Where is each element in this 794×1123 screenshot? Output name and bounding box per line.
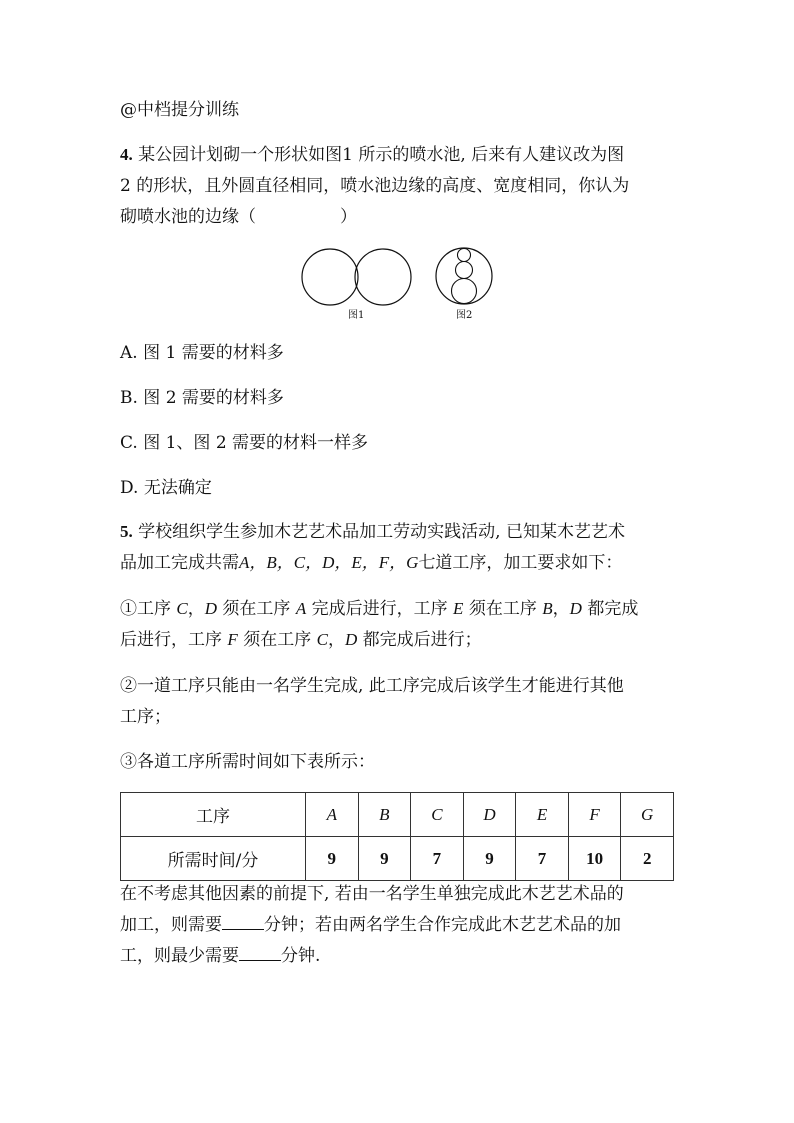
table-cell-time: 9 <box>358 837 411 881</box>
table-cell-step: C <box>411 793 464 837</box>
text-part: ①工序 <box>120 599 177 619</box>
q4-number: 4. <box>120 145 133 164</box>
step-letter: C <box>316 630 328 649</box>
q5-after-line2 <box>120 913 621 937</box>
fig1-right-circle <box>355 249 411 305</box>
table-cell-time: 9 <box>463 837 516 881</box>
fig2-small-circle-middle <box>456 262 473 279</box>
q4-text-line3: 砌喷水池的边缘（ <box>120 207 256 227</box>
text-part: 须在工序 <box>217 599 296 619</box>
q5-after-text: 工，则最少需要 <box>120 946 239 966</box>
text-part: 须在工序 <box>237 630 317 650</box>
table-cell-step: F <box>568 793 621 837</box>
table-cell-step: B <box>358 793 411 837</box>
table-cell-time: 7 <box>516 837 569 881</box>
text-part: 都完成 <box>581 599 639 619</box>
step-letter: C <box>176 599 188 618</box>
step-letter: B <box>542 599 553 618</box>
q5-line2 <box>120 551 622 575</box>
step-letter: D <box>344 630 358 649</box>
q5-after-line3 <box>120 944 320 968</box>
q5-step-letters: A，B，C，D，E，F，G <box>239 553 419 572</box>
table-row-steps <box>121 793 674 837</box>
step-letter: D <box>204 599 218 618</box>
answer-blank-1[interactable] <box>222 913 264 930</box>
table-cell-step: D <box>463 793 516 837</box>
q5-line1 <box>120 520 625 544</box>
process-time-table <box>120 792 674 881</box>
q5-condition1-line1 <box>120 597 638 621</box>
q5-condition2-line1: ②一道工序只能由一名学生完成, 此工序完成后该学生才能进行其他 <box>120 676 624 696</box>
q5-after-text: 加工，则需要 <box>120 915 222 935</box>
q5-after-line1: 在不考虑其他因素的前提下, 若由一名学生单独完成此木艺艺术品的 <box>120 884 624 904</box>
step-letter: E <box>453 599 464 618</box>
q4-option-a[interactable]: A. 图 1 需要的材料多 <box>120 343 284 363</box>
q5-condition3: ③各道工序所需时间如下表所示： <box>120 752 375 772</box>
q4-line3 <box>120 205 357 229</box>
step-letter: D <box>569 599 582 618</box>
text-part: 完成后进行，工序 <box>306 599 454 619</box>
q5-condition2-line2: 工序； <box>120 707 171 727</box>
table-cell-time: 2 <box>621 837 674 881</box>
table-cell-step: A <box>306 793 359 837</box>
fig2-outer-circle <box>436 248 492 304</box>
fig2-small-circle-bottom <box>452 279 477 304</box>
text-part: 须在工序 <box>463 599 543 619</box>
figure-2 <box>436 248 492 321</box>
figure-1 <box>302 249 411 321</box>
q5-after-text: 分钟. <box>281 946 321 966</box>
step-letter: A <box>295 599 307 618</box>
fig1-label: 图1 <box>348 310 365 321</box>
text-part: 后进行，工序 <box>120 630 228 650</box>
q4-paren-close: ） <box>340 207 357 227</box>
q5-condition1-line2 <box>120 628 482 652</box>
q5-text-line2b: 七道工序，加工要求如下： <box>418 553 623 573</box>
section-label: @中档提分训练 <box>120 100 239 120</box>
q4-figures <box>290 242 510 327</box>
fig2-label: 图2 <box>456 310 473 321</box>
text-part: ， <box>327 630 345 650</box>
text-part: 都完成后进行； <box>357 630 482 650</box>
table-cell-time: 7 <box>411 837 464 881</box>
q4-text-line2: 2 的形状，且外圆直径相同，喷水池边缘的高度、宽度相同，你认为 <box>120 176 630 196</box>
table-row-times <box>121 837 674 881</box>
table-cell-step: G <box>621 793 674 837</box>
q4-text-line1: 某公园计划砌一个形状如图1 所示的喷水池, 后来有人建议改为图 <box>138 145 625 165</box>
q4-option-b[interactable]: B. 图 2 需要的材料多 <box>120 388 284 408</box>
table-header-step: 工序 <box>121 793 306 837</box>
table-cell-step: E <box>516 793 569 837</box>
q5-number: 5. <box>120 522 133 541</box>
answer-blank-2[interactable] <box>239 944 281 961</box>
text-part: ， <box>552 599 570 619</box>
fig2-small-circle-top <box>458 249 471 262</box>
q5-after-text: 分钟；若由两名学生合作完成此木艺艺术品的加 <box>264 915 621 935</box>
q5-text-line1: 学校组织学生参加木艺艺术品加工劳动实践活动, 已知某木艺艺术 <box>138 522 625 542</box>
step-letter: F <box>227 630 238 649</box>
table-header-time: 所需时间/分 <box>121 837 306 881</box>
q4-line1 <box>120 143 624 167</box>
q4-option-c[interactable]: C. 图 1、图 2 需要的材料一样多 <box>120 433 369 453</box>
q4-option-d[interactable]: D. 无法确定 <box>120 478 212 498</box>
q5-text-line2a: 品加工完成共需 <box>120 553 239 573</box>
table-cell-time: 9 <box>306 837 359 881</box>
text-part: ， <box>187 599 205 619</box>
table-cell-time: 10 <box>568 837 621 881</box>
fig1-left-circle <box>302 249 358 305</box>
